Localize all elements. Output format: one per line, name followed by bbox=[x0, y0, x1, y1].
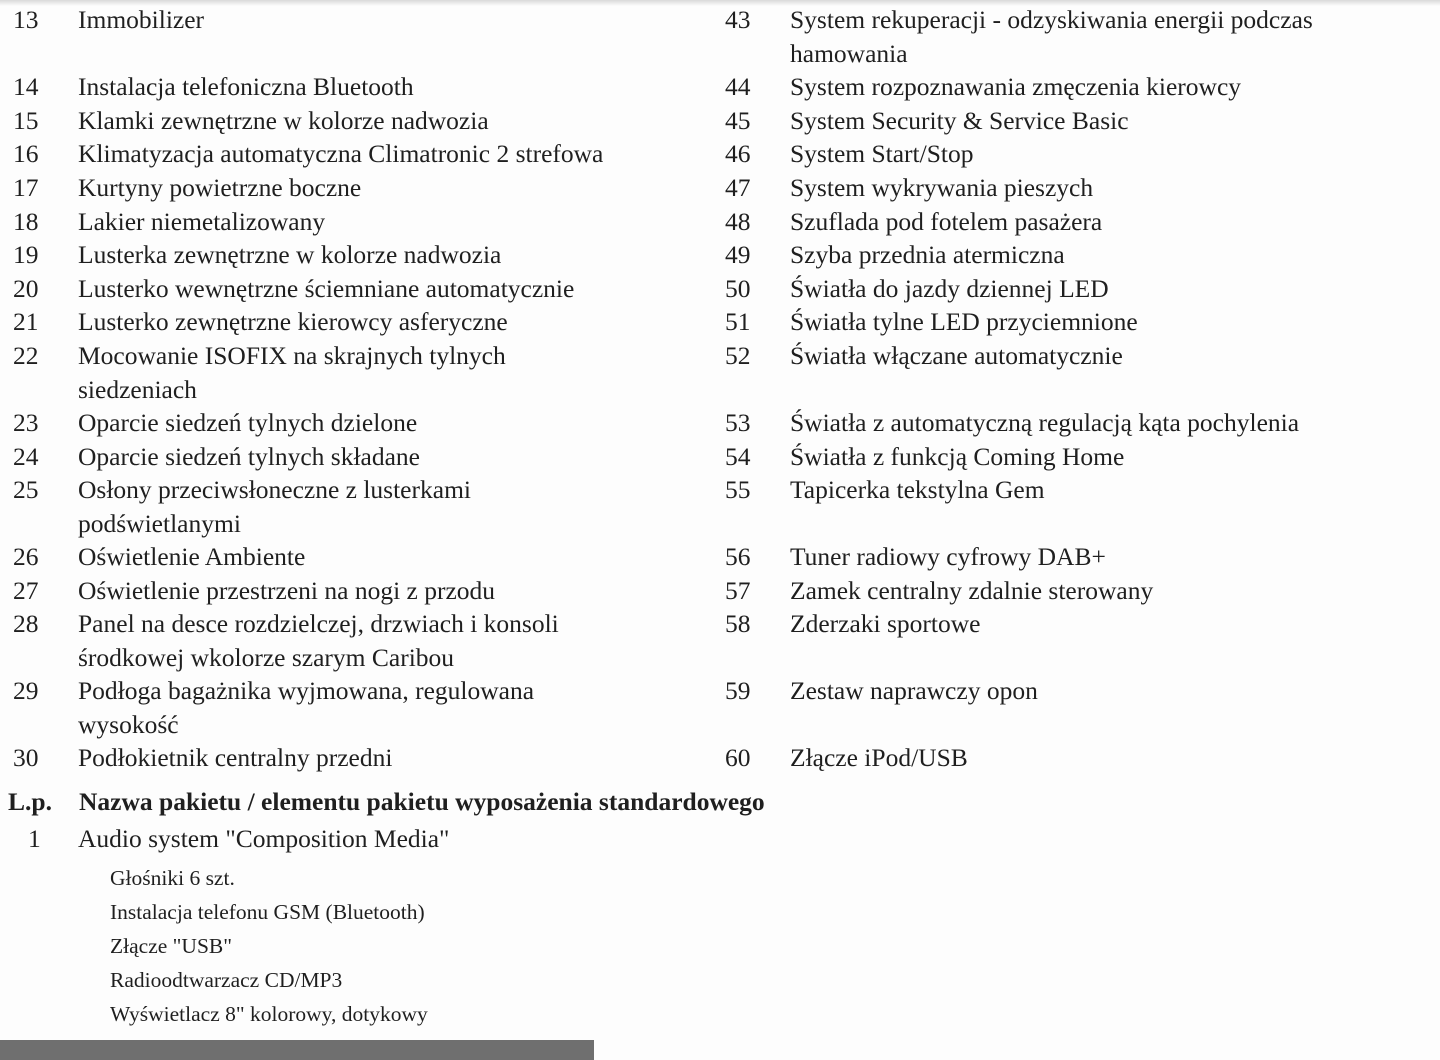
package-elements bbox=[110, 861, 428, 1031]
list-item bbox=[10, 607, 660, 674]
item-number: 43 bbox=[725, 5, 751, 34]
list-item bbox=[722, 205, 1422, 239]
item-name: System Security & Service Basic bbox=[790, 106, 1129, 135]
item-name: Tapicerka tekstylna Gem bbox=[790, 475, 1045, 504]
package-element: Radioodtwarzacz CD/MP3 bbox=[110, 968, 343, 992]
item-number: 18 bbox=[13, 207, 39, 236]
item-name: Instalacja telefoniczna Bluetooth bbox=[78, 72, 414, 101]
item-number: 21 bbox=[13, 307, 39, 336]
item-number: 27 bbox=[13, 576, 39, 605]
list-item bbox=[722, 137, 1422, 171]
list-item bbox=[10, 741, 700, 775]
package-row bbox=[10, 822, 449, 855]
item-name: Oświetlenie Ambiente bbox=[78, 542, 306, 571]
package-element: Głośniki 6 szt. bbox=[110, 866, 235, 890]
item-number: 20 bbox=[13, 274, 39, 303]
item-name: Światła z funkcją Coming Home bbox=[790, 442, 1125, 471]
item-name: Klimatyzacja automatyczna Climatronic 2 strefowa bbox=[78, 139, 604, 168]
list-item bbox=[10, 473, 570, 540]
list-item bbox=[722, 238, 1422, 272]
item-name: Oparcie siedzeń tylnych dzielone bbox=[78, 408, 418, 437]
list-item bbox=[10, 674, 630, 741]
item-name: Podłoga bagażnika wyjmowana, regulowana wysokość bbox=[78, 676, 535, 739]
list-item bbox=[722, 339, 1422, 373]
list-item bbox=[722, 70, 1422, 104]
list-item bbox=[722, 305, 1422, 339]
item-name: Mocowanie ISOFIX na skrajnych tylnych siedzeniach bbox=[78, 341, 506, 404]
item-number: 14 bbox=[13, 72, 39, 101]
package-element: Wyświetlacz 8" kolorowy, dotykowy bbox=[110, 1002, 428, 1026]
list-item bbox=[722, 272, 1422, 306]
list-item bbox=[10, 440, 700, 474]
item-number: 24 bbox=[13, 442, 39, 471]
item-number: 50 bbox=[725, 274, 751, 303]
item-name: System rekuperacji - odzyskiwania energii podczas hamowania bbox=[790, 5, 1313, 68]
list-item bbox=[722, 104, 1422, 138]
item-name: Oparcie siedzeń tylnych składane bbox=[78, 442, 420, 471]
item-name: Zestaw naprawczy opon bbox=[790, 676, 1038, 705]
list-item bbox=[10, 272, 700, 306]
item-number: 57 bbox=[725, 576, 751, 605]
package-name: Audio system "Composition Media" bbox=[78, 824, 450, 853]
list-item bbox=[10, 238, 700, 272]
package-element: Złącze "USB" bbox=[110, 934, 233, 958]
list-item bbox=[722, 406, 1422, 440]
list-item bbox=[722, 3, 1422, 70]
item-name: Światła z automatyczną regulacją kąta pochylenia bbox=[790, 408, 1300, 437]
item-name: Lusterko wewnętrzne ściemniane automatycznie bbox=[78, 274, 575, 303]
item-number: 17 bbox=[13, 173, 39, 202]
item-name: Zamek centralny zdalnie sterowany bbox=[790, 576, 1154, 605]
item-name: Osłony przeciwsłoneczne z lusterkami podświetlanymi bbox=[78, 475, 471, 538]
item-number: 58 bbox=[725, 609, 751, 638]
item-number: 52 bbox=[725, 341, 751, 370]
item-name: Złącze iPod/USB bbox=[790, 743, 968, 772]
grey-overlay-bar bbox=[0, 1040, 594, 1060]
header-lp: L.p. bbox=[8, 787, 52, 816]
item-number: 51 bbox=[725, 307, 751, 336]
item-name: Światła do jazdy dziennej LED bbox=[790, 274, 1109, 303]
item-name: Podłokietnik centralny przedni bbox=[78, 743, 393, 772]
item-number: 26 bbox=[13, 542, 39, 571]
item-name: Kurtyny powietrzne boczne bbox=[78, 173, 362, 202]
item-number: 56 bbox=[725, 542, 751, 571]
item-name: System Start/Stop bbox=[790, 139, 974, 168]
item-name: Lakier niemetalizowany bbox=[78, 207, 326, 236]
list-item bbox=[10, 574, 700, 608]
list-item bbox=[10, 3, 700, 37]
item-name: Oświetlenie przestrzeni na nogi z przodu bbox=[78, 576, 496, 605]
item-number: 44 bbox=[725, 72, 751, 101]
item-number: 54 bbox=[725, 442, 751, 471]
item-number: 28 bbox=[13, 609, 39, 638]
item-number: 55 bbox=[725, 475, 751, 504]
item-number: 59 bbox=[725, 676, 751, 705]
list-item bbox=[722, 540, 1422, 574]
list-item bbox=[722, 473, 1422, 507]
item-number: 23 bbox=[13, 408, 39, 437]
list-item bbox=[10, 339, 580, 406]
item-name: Panel na desce rozdzielczej, drzwiach i konsoli środkowej wkolorze szarym Caribou bbox=[78, 609, 559, 672]
item-name: Lusterko zewnętrzne kierowcy asferyczne bbox=[78, 307, 508, 336]
list-item bbox=[10, 540, 700, 574]
item-number: 22 bbox=[13, 341, 39, 370]
item-number: 53 bbox=[725, 408, 751, 437]
item-number: 49 bbox=[725, 240, 751, 269]
list-item bbox=[10, 406, 700, 440]
list-item bbox=[722, 607, 1422, 641]
list-item bbox=[10, 305, 700, 339]
header-title: Nazwa pakietu / elementu pakietu wyposażenia standardowego bbox=[79, 787, 765, 816]
item-number: 46 bbox=[725, 139, 751, 168]
item-name: Immobilizer bbox=[78, 5, 205, 34]
list-item bbox=[10, 171, 700, 205]
item-name: Tuner radiowy cyfrowy DAB+ bbox=[790, 542, 1106, 571]
list-item bbox=[10, 205, 700, 239]
package-table-header bbox=[8, 785, 1008, 818]
list-item bbox=[722, 574, 1422, 608]
list-item bbox=[722, 741, 1422, 775]
item-name: System rozpoznawania zmęczenia kierowcy bbox=[790, 72, 1242, 101]
item-name: Zderzaki sportowe bbox=[790, 609, 981, 638]
item-number: 13 bbox=[13, 5, 39, 34]
package-element: Instalacja telefonu GSM (Bluetooth) bbox=[110, 900, 425, 924]
item-number: 30 bbox=[13, 743, 39, 772]
item-name: System wykrywania pieszych bbox=[790, 173, 1094, 202]
item-number: 48 bbox=[725, 207, 751, 236]
list-item bbox=[10, 70, 700, 104]
item-name: Szyba przednia atermiczna bbox=[790, 240, 1065, 269]
item-name: Szuflada pod fotelem pasażera bbox=[790, 207, 1103, 236]
item-name: Klamki zewnętrzne w kolorze nadwozia bbox=[78, 106, 489, 135]
item-name: Światła włączane automatycznie bbox=[790, 341, 1123, 370]
item-number: 47 bbox=[725, 173, 751, 202]
item-number: 15 bbox=[13, 106, 39, 135]
item-number: 45 bbox=[725, 106, 751, 135]
list-item bbox=[10, 104, 700, 138]
item-number: 25 bbox=[13, 475, 39, 504]
list-item bbox=[722, 674, 1422, 708]
item-number: 60 bbox=[725, 743, 751, 772]
item-name: Lusterka zewnętrzne w kolorze nadwozia bbox=[78, 240, 502, 269]
item-number: 29 bbox=[13, 676, 39, 705]
item-number: 16 bbox=[13, 139, 39, 168]
list-item bbox=[10, 137, 700, 171]
list-item bbox=[722, 171, 1422, 205]
item-number: 19 bbox=[13, 240, 39, 269]
package-number: 1 bbox=[28, 824, 41, 853]
item-name: Światła tylne LED przyciemnione bbox=[790, 307, 1138, 336]
list-item bbox=[722, 440, 1422, 474]
